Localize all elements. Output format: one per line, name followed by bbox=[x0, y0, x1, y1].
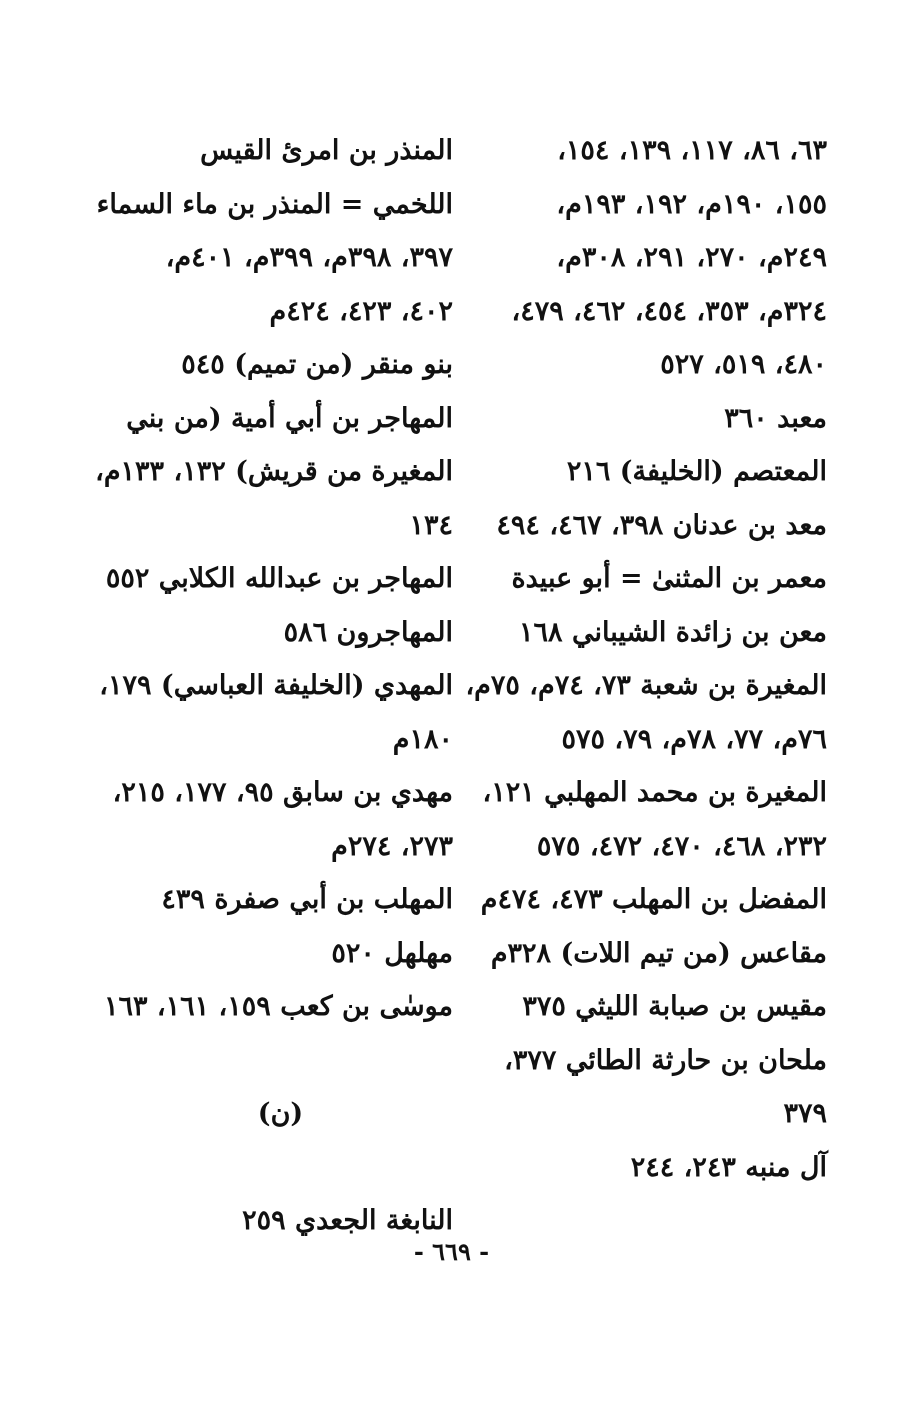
index-line: المهدي (الخليفة العباسي) ١٧٩، bbox=[99, 670, 453, 701]
index-line: مهدي بن سابق ٩٥، ١٧٧، ٢١٥، bbox=[112, 777, 453, 808]
index-line: ٣٧٩ bbox=[783, 1098, 827, 1129]
index-line: النابغة الجعدي ٢٥٩ bbox=[242, 1205, 453, 1236]
index-line: المفضل بن المهلب ٤٧٣، ٤٧٤م bbox=[480, 884, 827, 915]
index-line: اللخمي = المنذر بن ماء السماء bbox=[96, 188, 453, 220]
index-line: ٦٣، ٨٦، ١١٧، ١٣٩، ١٥٤، bbox=[557, 135, 827, 166]
index-line: معن بن زائدة الشيباني ١٦٨ bbox=[519, 616, 827, 648]
index-line: المغيرة بن شعبة ٧٣، ٧٤م، ٧٥م، bbox=[465, 670, 827, 701]
index-line: معد بن عدنان ٣٩٨، ٤٦٧، ٤٩٤ bbox=[496, 509, 827, 541]
index-line: آل منبه ٢٤٣، ٢٤٤ bbox=[630, 1151, 827, 1183]
index-line: موسٰى بن كعب ١٥٩، ١٦١، ١٦٣ bbox=[104, 991, 453, 1022]
index-line: بنو منقر (من تميم) ٥٤٥ bbox=[181, 349, 453, 380]
page-number: - ٦٦٩ - bbox=[413, 1237, 490, 1266]
section-gap bbox=[108, 1141, 453, 1195]
index-line: ٤٨٠، ٥١٩، ٥٢٧ bbox=[660, 349, 827, 380]
index-line: ٧٦م، ٧٧، ٧٨م، ٧٩، ٥٧٥ bbox=[561, 723, 827, 755]
index-line: المنذر بن امرئ القيس bbox=[200, 135, 453, 166]
index-line: ١٥٥، ١٩٠م، ١٩٢، ١٩٣م، bbox=[556, 188, 827, 220]
index-line: ١٣٤ bbox=[409, 509, 453, 541]
left-index-column bbox=[95, 124, 453, 1248]
index-line: معبد ٣٦٠ bbox=[724, 402, 827, 434]
section-gap bbox=[108, 1034, 453, 1088]
index-line: مهلهل ٥٢٠ bbox=[331, 937, 453, 969]
index-line: مقاعس (من تيم اللات) ٣٢٨م bbox=[490, 937, 827, 969]
index-line: المهاجر بن عبدالله الكلابي ٥٥٢ bbox=[105, 563, 453, 594]
index-line: ٤٠٢، ٤٢٣، ٤٢٤م bbox=[269, 295, 453, 327]
section-heading: (ن) bbox=[257, 1098, 304, 1129]
index-line: مقيس بن صبابة الليثي ٣٧٥ bbox=[522, 991, 827, 1022]
index-line: المهاجرون ٥٨٦ bbox=[283, 616, 453, 648]
index-line: المغيرة بن محمد المهلبي ١٢١، bbox=[482, 777, 827, 808]
index-line: ١٨٠م bbox=[392, 723, 453, 755]
index-line: المهلب بن أبي صفرة ٤٣٩ bbox=[161, 884, 453, 915]
index-line: ٣٢٤م، ٣٥٣، ٤٥٤، ٤٦٢، ٤٧٩، bbox=[511, 295, 827, 327]
index-line: ٣٩٧، ٣٩٨م، ٣٩٩م، ٤٠١م، bbox=[165, 242, 453, 273]
index-line: معمر بن المثنىٰ = أبو عبيدة bbox=[511, 563, 827, 594]
index-line: ٢٤٩م، ٢٧٠، ٢٩١، ٣٠٨م، bbox=[556, 242, 827, 273]
index-line: المغيرة من قريش) ١٣٢، ١٣٣م، bbox=[95, 456, 453, 487]
index-line: المهاجر بن أبي أمية (من بني bbox=[126, 402, 453, 434]
index-line: ٢٧٣، ٢٧٤م bbox=[331, 830, 453, 862]
right-index-column bbox=[465, 124, 827, 1194]
index-line: ملحان بن حارثة الطائي ٣٧٧، bbox=[504, 1044, 827, 1076]
index-line: المعتصم (الخليفة) ٢١٦ bbox=[566, 456, 827, 487]
index-line: ٢٣٢، ٤٦٨، ٤٧٠، ٤٧٢، ٥٧٥ bbox=[536, 830, 827, 862]
